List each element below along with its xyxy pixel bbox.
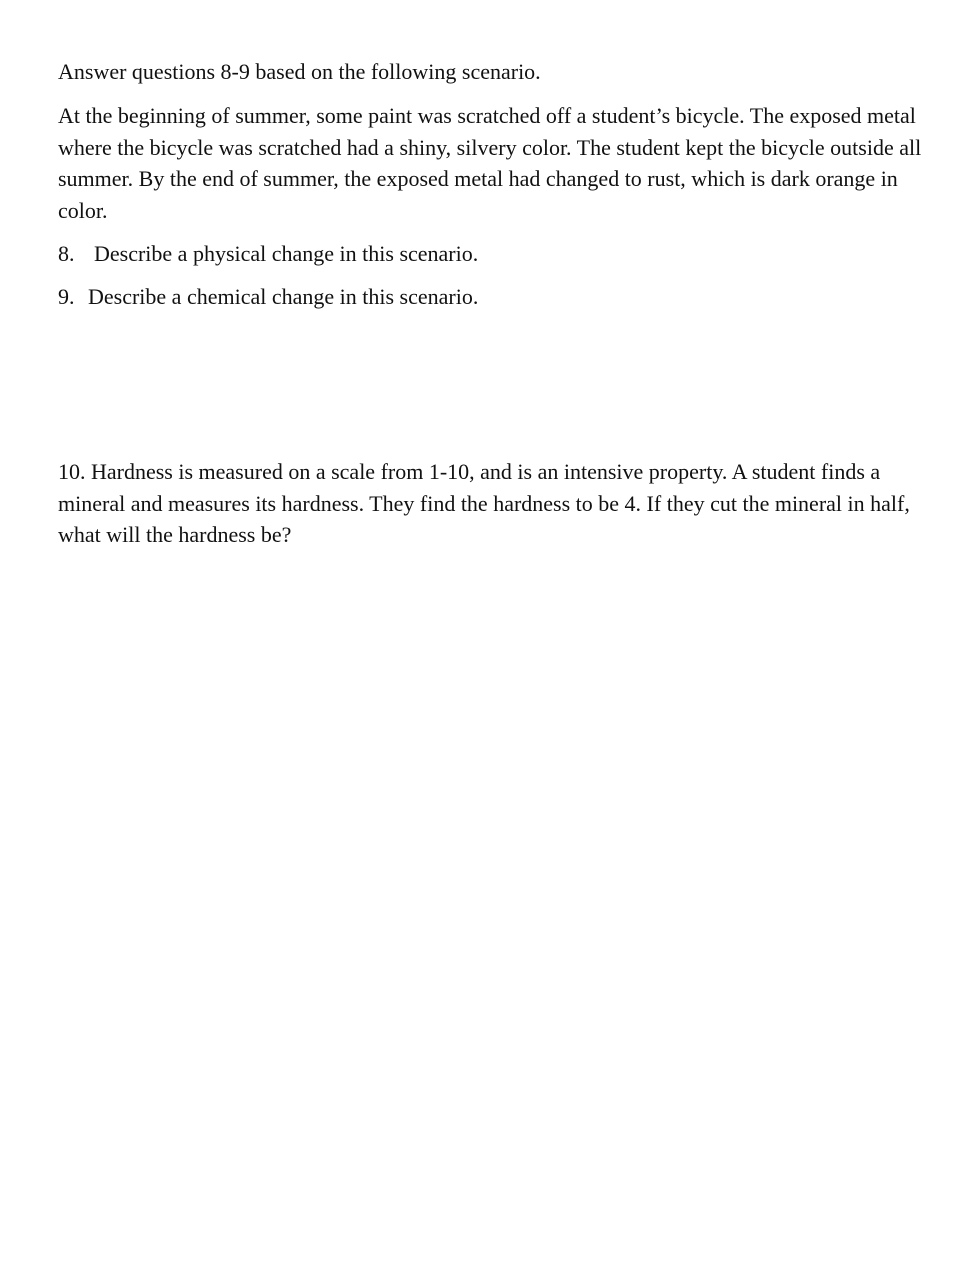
question-9-number: 9. (58, 284, 75, 309)
question-8-text: Describe a physical change in this scenario. (94, 241, 479, 266)
question-10-text: Hardness is measured on a scale from 1-10, and is an intensive property. A student finds a mineral and measures its hardness. They find the hardness to be 4. If they cut the mineral in half, what will the hardness be? (58, 459, 910, 547)
question-8 (58, 238, 938, 270)
question-9-text: Describe a chemical change in this scenario. (88, 284, 479, 309)
question-9 (58, 281, 938, 313)
question-10 (58, 456, 938, 551)
scenario-paragraph: At the beginning of summer, some paint was scratched off a student’s bicycle. The exposed metal where the bicycle was scratched had a shiny, silvery color. The student kept the bicycle outside all summer. By the end of summer, the exposed metal had changed to rust, which is dark orange in color. (58, 103, 922, 223)
question-10-number: 10. (58, 459, 86, 484)
instructions-text: Answer questions 8-9 based on the following scenario. (58, 59, 541, 84)
question-8-number: 8. (58, 241, 75, 266)
